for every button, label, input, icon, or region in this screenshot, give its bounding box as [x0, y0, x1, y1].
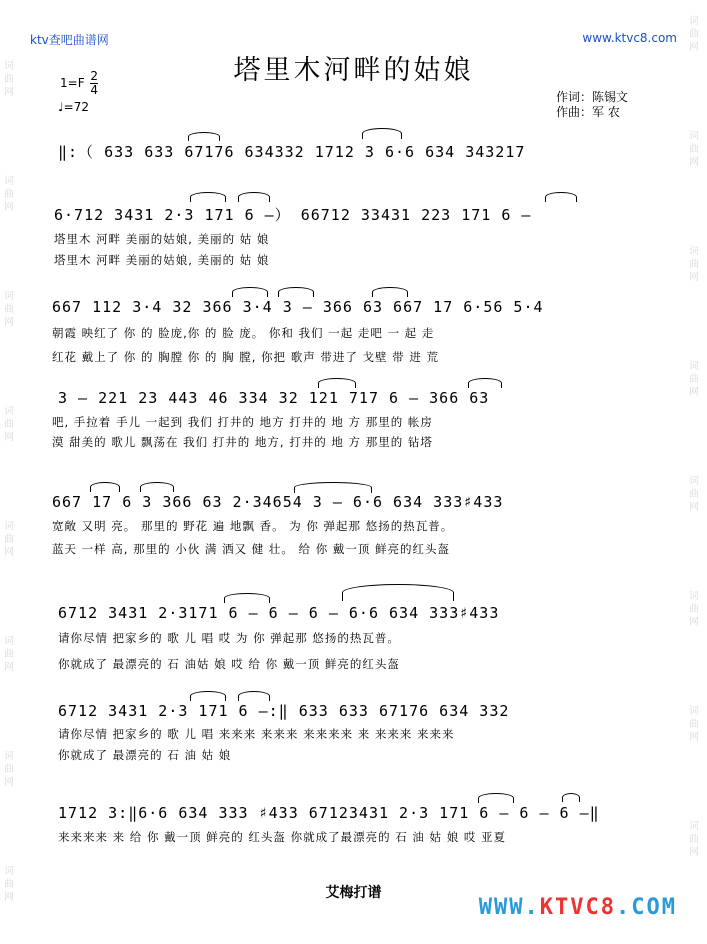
tie [342, 584, 454, 601]
notes-line: 667 112 3·4 32 366 3·4 3 – 366 63 667 17 6·56 5·4 [52, 298, 544, 316]
lyric-line-1: 来来来来 来 给 你 戴一顶 鲜亮的 红头盔 你就成了最漂亮的 石 油 姑 娘 哎 亚夏 [58, 830, 507, 844]
notes-line: 1712 3:‖6·6 634 333 ♯433 67123431 2·3 171 6 – 6 – 6 –‖ [58, 804, 600, 822]
composer-credit: 作曲：军 农 [556, 105, 620, 119]
lyric-line-1: 吧, 手拉着 手儿 一起到 我们 打井的 地方 打井的 地 方 那里的 帐房 [52, 415, 433, 429]
footer-site-suffix: .COM [616, 895, 677, 920]
lyric-line-2: 塔里木 河畔 美丽的姑娘, 美丽的 姑 娘 [54, 253, 270, 267]
notes-line: ‖:（ 633 633 67176 634332 1712 3 6·6 634 343217 [58, 143, 526, 161]
watermark-left-5: 词曲网 [4, 521, 14, 558]
slur [294, 482, 372, 493]
lyric-line-1: 塔里木 河畔 美丽的姑娘, 美丽的 姑 娘 [54, 232, 270, 246]
lyric-line-2: 你就成了 最漂亮的 石 油 姑 娘 [58, 748, 232, 762]
watermark-right-8: 词曲网 [689, 821, 699, 858]
watermark-left-3: 词曲网 [4, 291, 14, 328]
lyric-line-1: 朝霞 映红了 你 的 脸庞,你 的 脸 庞。 你和 我们 一起 走吧 一 起 走 [52, 326, 435, 340]
lyric-line-2: 漠 甜美的 歌儿 飘荡在 我们 打井的 地方, 打井的 地 方 那里的 钻塔 [52, 435, 433, 449]
slur [188, 132, 220, 141]
slur [238, 691, 270, 701]
watermark-left-1: 词曲网 [4, 61, 14, 98]
lyric-line-1: 请你尽情 把家乡的 歌 儿 唱 来来来 来来来 来来来来 来 来来来 来来来 [58, 727, 455, 741]
song-title: 塔里木河畔的姑娘 [233, 55, 474, 86]
notes-line: 6·712 3431 2·3 171 6 –） 66712 33431 223 171 6 – [54, 206, 532, 224]
transcriber-credit: 艾梅打谱 [325, 885, 382, 901]
slur [372, 287, 408, 297]
watermark-right-4: 词曲网 [689, 361, 699, 398]
watermark-right-6: 词曲网 [689, 591, 699, 628]
slur [318, 378, 356, 388]
watermark-right-5: 词曲网 [689, 476, 699, 513]
slur [232, 287, 268, 297]
watermark-left-6: 词曲网 [4, 636, 14, 673]
slur [545, 192, 577, 202]
watermark-left-8: 词曲网 [4, 866, 14, 903]
site-link-right[interactable]: www.ktvc8.com [582, 31, 677, 45]
slur [90, 482, 120, 492]
slur [468, 378, 502, 388]
time-top: 2 [90, 69, 99, 83]
key-signature [60, 70, 98, 97]
notes-line: 6712 3431 2·3171 6 – 6 – 6 – 6·6 634 333♯433 [58, 604, 500, 622]
slur [362, 128, 402, 139]
key-label: 1=F [60, 76, 85, 90]
time-bottom: 4 [90, 83, 99, 97]
watermark-right-1: 词曲网 [689, 16, 699, 53]
lyric-line-2: 蓝天 一样 高, 那里的 小伙 满 洒又 健 壮。 给 你 戴一顶 鲜亮的红头盔 [52, 542, 451, 556]
slur [278, 287, 314, 297]
lyric-line-1: 请你尽情 把家乡的 歌 儿 唱 哎 为 你 弹起那 悠扬的热瓦普。 [58, 631, 400, 645]
watermark-left-4: 词曲网 [4, 406, 14, 443]
watermark-right-2: 词曲网 [689, 131, 699, 168]
fermata [562, 793, 580, 802]
slur [238, 192, 270, 202]
site-link-left[interactable]: ktv查吧曲谱网 [30, 33, 109, 47]
slur [190, 192, 226, 202]
notes-line: 6712 3431 2·3 171 6 –:‖ 633 633 67176 634 332 [58, 702, 510, 720]
footer-site-logo[interactable] [479, 895, 677, 920]
notes-line: 3 – 221 23 443 46 334 32 121 717 6 – 366 63 [58, 389, 490, 407]
time-signature [90, 70, 98, 97]
tempo-marking: ♩=72 [58, 100, 89, 114]
watermark-left-7: 词曲网 [4, 751, 14, 788]
lyric-line-2: 你就成了 最漂亮的 石 油姑 娘 哎 给 你 戴一顶 鲜亮的红头盔 [58, 657, 400, 671]
watermark-right-7: 词曲网 [689, 706, 699, 743]
watermark-right-3: 词曲网 [689, 246, 699, 283]
slur [224, 593, 270, 603]
notes-line: 667 17 6 3 366 63 2·34654 3 – 6·6 634 333♯433 [52, 493, 504, 511]
footer-site-prefix: WWW. [478, 895, 540, 920]
lyric-line-2: 红花 戴上了 你 的 胸膛 你 的 胸 膛, 你把 歌声 带进了 戈壁 带 进 荒 [52, 350, 439, 364]
slur [478, 793, 514, 803]
slur [190, 691, 226, 701]
watermark-left-2: 词曲网 [4, 176, 14, 213]
footer-site-name: KTVC8 [539, 895, 617, 920]
lyricist-credit: 作词：陈锡文 [556, 90, 629, 104]
lyric-line-1: 宽敞 又明 亮。 那里的 野花 遍 地飘 香。 为 你 弹起那 悠扬的热瓦普。 [52, 519, 454, 533]
slur [140, 482, 174, 492]
